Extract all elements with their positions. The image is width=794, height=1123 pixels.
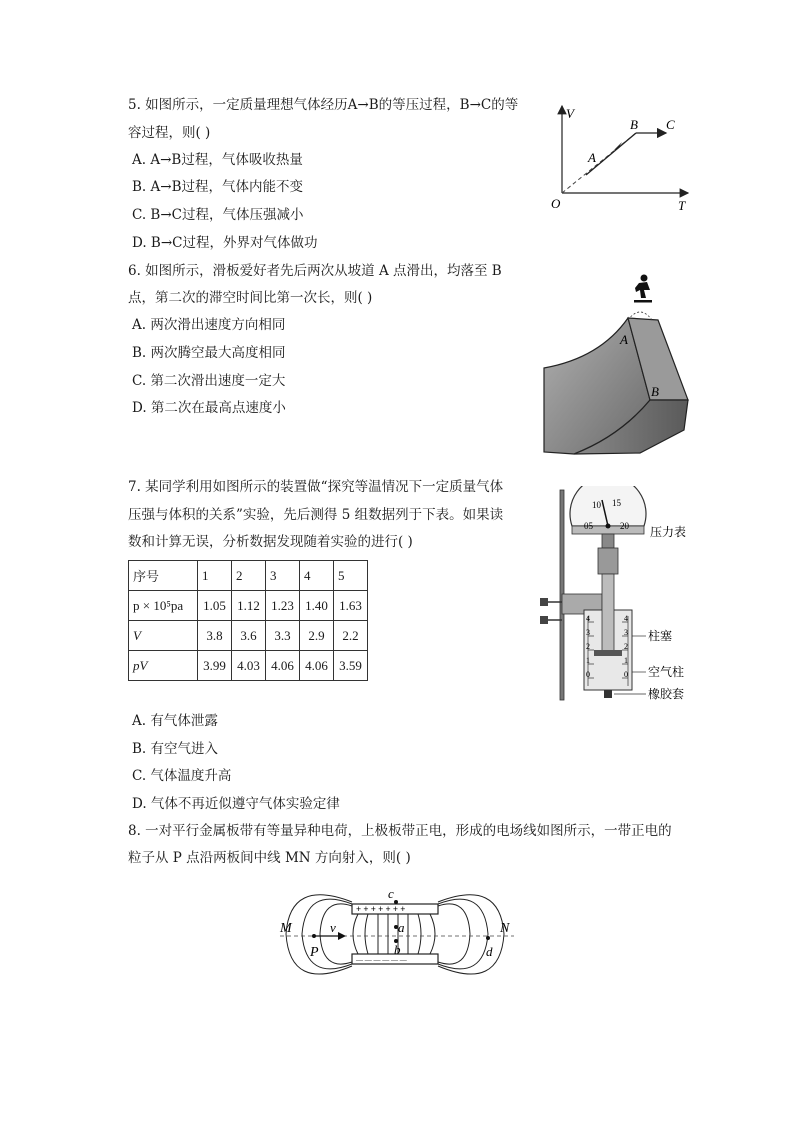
- table-cell: 2.2: [334, 621, 368, 651]
- q6-point-a: A: [620, 332, 628, 347]
- velocity-v: v: [330, 920, 336, 935]
- label-rubber-cap: 橡胶套: [648, 687, 685, 701]
- q7-option-c: C. 气体温度升高: [132, 768, 232, 784]
- scale-left-4: 4: [586, 614, 590, 623]
- label-air-column: 空气柱: [648, 665, 685, 679]
- q8-stem-line1: 8. 一对平行金属板带有等量异种电荷，上极板带正电，形成的电场线如图所示，一带正电的: [128, 823, 672, 839]
- plus-charges: + + + + + + +: [356, 904, 406, 914]
- q5-stem-line1: 5. 如图所示，一定质量理想气体经历A→B的等压过程，B→C的等: [128, 97, 519, 113]
- table-cell: 3.3: [266, 621, 300, 651]
- q7-option-b: B. 有空气进入: [132, 741, 219, 757]
- table-cell: 3.59: [334, 651, 368, 681]
- q6-stem-line2: 点，第二次的滞空时间比第一次长，则( ): [128, 290, 373, 306]
- q5-axis-t: T: [678, 198, 686, 213]
- point-b: b: [394, 942, 401, 957]
- point-a: a: [398, 920, 405, 935]
- scale-right-2: 2: [624, 642, 628, 651]
- q7-stem-line3: 数和计算无误，分析数据发现随着实验的进行( ): [128, 534, 413, 550]
- table-cell: 2.9: [300, 621, 334, 651]
- label-pressure-gauge: 压力表: [650, 525, 687, 539]
- scale-left-0: 0: [586, 670, 590, 679]
- q5-option-d: D. B→C过程，外界对气体做功: [132, 235, 318, 251]
- table-row: [129, 621, 368, 651]
- table-cell: p × 10⁵pa: [129, 591, 198, 621]
- table-cell: 4.03: [232, 651, 266, 681]
- point-c: c: [388, 886, 394, 901]
- table-row: [129, 591, 368, 621]
- table-cell: 3.6: [232, 621, 266, 651]
- table-cell: 3: [266, 561, 300, 591]
- table-cell: 1.40: [300, 591, 334, 621]
- scale-right-4: 4: [624, 614, 628, 623]
- table-cell: 5: [334, 561, 368, 591]
- q5-stem-line2: 容过程，则( ): [128, 125, 211, 141]
- q6-stem-line1: 6. 如图所示，滑板爱好者先后两次从坡道 A 点滑出，均落至 B: [128, 263, 502, 279]
- q5-vt-graph: [548, 100, 698, 215]
- table-cell: 1.12: [232, 591, 266, 621]
- gauge-dial-15: 15: [612, 498, 621, 508]
- scale-right-0: 0: [624, 670, 628, 679]
- table-cell: 2: [232, 561, 266, 591]
- q7-option-a: A. 有气体泄露: [132, 713, 218, 729]
- scale-right-3: 3: [624, 628, 628, 637]
- q7-apparatus-figure: [536, 486, 696, 702]
- table-row: [129, 561, 368, 591]
- q8-field-diagram: [276, 882, 520, 1002]
- table-cell: 1.23: [266, 591, 300, 621]
- q8-stem-line2: 粒子从 P 点沿两板间中线 MN 方向射入，则( ): [128, 850, 411, 866]
- point-d: d: [486, 944, 493, 959]
- point-n: N: [500, 921, 510, 936]
- q5-point-c: C: [666, 117, 675, 132]
- table-cell: 1: [198, 561, 232, 591]
- table-row: [129, 651, 368, 681]
- table-cell: 4: [300, 561, 334, 591]
- table-cell: pV: [129, 651, 198, 681]
- table-cell: 4.06: [300, 651, 334, 681]
- table-cell: 1.05: [198, 591, 232, 621]
- gauge-dial-05: 05: [584, 521, 593, 531]
- minus-charges: — — — — — —: [356, 956, 407, 964]
- q7-stem-line2: 压强与体积的关系”实验，先后测得 5 组数据列于下表。如果读: [128, 507, 504, 523]
- q6-point-b: B: [651, 384, 659, 399]
- table-cell: 3.8: [198, 621, 232, 651]
- gauge-dial-10: 10: [592, 500, 601, 510]
- q5-origin: O: [551, 196, 561, 211]
- q5-axis-v: V: [566, 106, 574, 121]
- q5-point-b: B: [630, 117, 638, 132]
- table-cell: 序号: [129, 561, 198, 591]
- q7-stem-line1: 7. 某同学利用如图所示的装置做“探究等温情况下一定质量气体: [128, 479, 504, 495]
- scale-right-1: 1: [624, 656, 628, 665]
- table-cell: 1.63: [334, 591, 368, 621]
- gauge-dial-20: 20: [620, 521, 629, 531]
- q7-option-d: D. 气体不再近似遵守气体实验定律: [132, 796, 340, 812]
- scale-left-3: 3: [586, 628, 590, 637]
- table-cell: 3.99: [198, 651, 232, 681]
- point-p: P: [310, 945, 319, 960]
- table-cell: V: [129, 621, 198, 651]
- q6-option-d: D. 第二次在最高点速度小: [132, 400, 286, 416]
- q5-option-c: C. B→C过程，气体压强减小: [132, 207, 304, 223]
- q6-ramp-figure: [540, 268, 690, 460]
- q6-option-b: B. 两次腾空最大高度相同: [132, 345, 286, 361]
- q5-point-a: A: [588, 150, 596, 165]
- q5-option-b: B. A→B过程，气体内能不变: [132, 179, 303, 195]
- q7-data-table: [128, 560, 368, 681]
- q5-option-a: A. A→B过程，气体吸收热量: [132, 152, 303, 168]
- skater-icon: [634, 275, 652, 303]
- table-cell: 4.06: [266, 651, 300, 681]
- point-m: M: [280, 921, 292, 936]
- q6-option-c: C. 第二次滑出速度一定大: [132, 373, 286, 389]
- scale-left-1: 1: [586, 656, 590, 665]
- q6-option-a: A. 两次滑出速度方向相同: [132, 317, 286, 333]
- scale-left-2: 2: [586, 642, 590, 651]
- label-piston: 柱塞: [648, 629, 673, 643]
